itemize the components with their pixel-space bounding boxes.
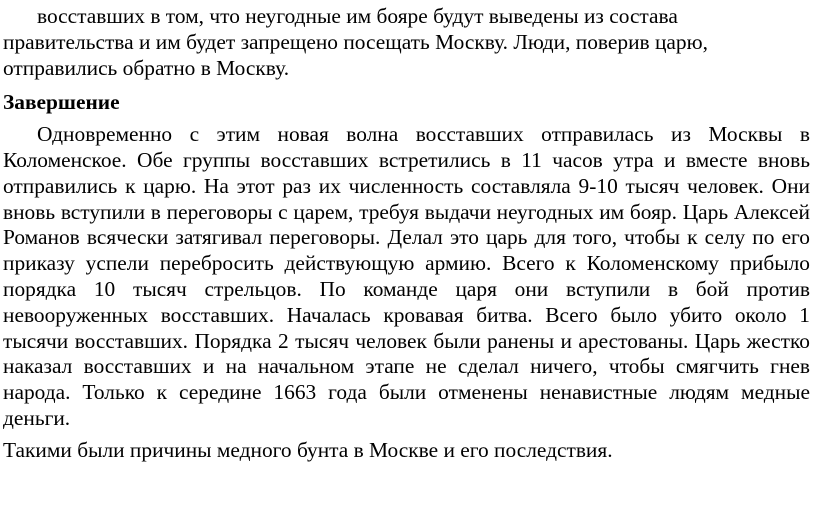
section-heading: Завершение (3, 90, 120, 115)
text-paragraph-main: Одновременно с этим новая волна восставших отправилась из Москвы в Коломенское. Обе группы восставших встретились в 11 часов утра и вместе вновь отправились к царю. На этот раз их численность составляла 9-10 тысяч человек. Они вновь вступили в переговоры с царем, требуя выдачи неугодных им бояр. Царь Алексей Романов всячески затягивал переговоры. Делал это царь для того, чтобы к селу по его приказу успели перебросить действующую армию. Всего к Коломенскому прибыло порядка 10 тысяч стрельцов. По команде царя они вступили в бой против невооруженных восставших. Началась кровавая битва. Всего было убито около 1 тысячи восставших. Порядка 2 тысяч человек были ранены и арестованы. Царь жестко наказал восставших и на начальном этапе не сделал ничего, чтобы смягчить гнев народа. Только к середине 1663 года были отменены ненавистные людям медные деньги. (3, 122, 810, 430)
text-paragraph-conclusion: Такими были причины медного бунта в Москве и его последствия. (3, 437, 613, 462)
text-paragraph-intro: восставших в том, что неугодные им бояре будут выведены из состава правительства и им будет запрещено посещать Москву. Люди, поверив царю, отправились обратно в Москву. (3, 4, 708, 80)
